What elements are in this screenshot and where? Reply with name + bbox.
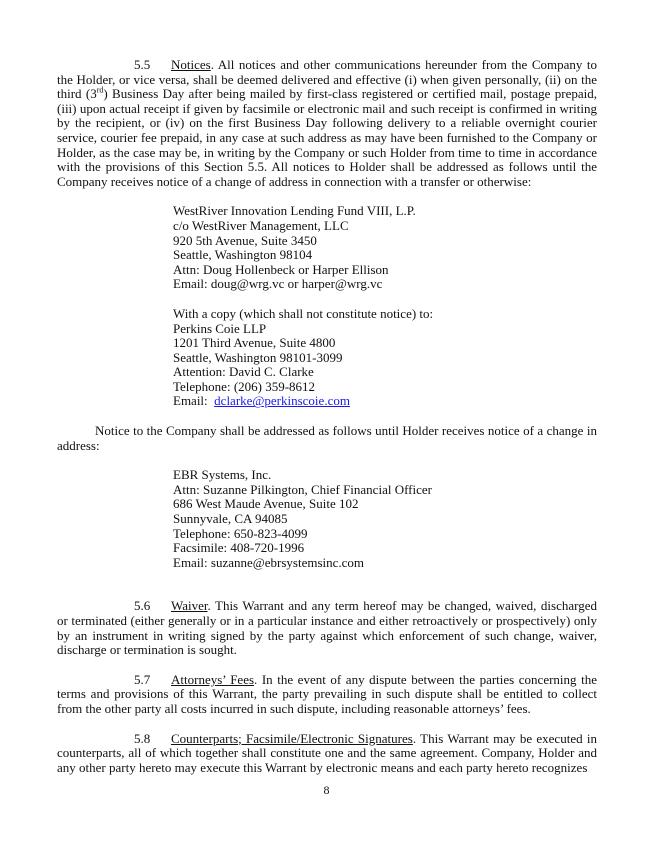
address-line: EBR Systems, Inc. (173, 467, 272, 483)
section-number: 5.6 (134, 598, 151, 614)
section-heading: Waiver (171, 598, 208, 614)
address-line: Attention: David C. Clarke (173, 364, 314, 380)
section-text: . All notices and other communications hereunder from the Company to the Holder, or vice versa, shall be deemed delivered and effective (i) when given personally, (ii) on the third (3 (57, 57, 597, 102)
section-5-5 (57, 58, 597, 189)
section-5-7 (57, 673, 597, 717)
address-line: Attn: Suzanne Pilkington, Chief Financial Officer (173, 481, 432, 497)
address-line: Facsimile: 408-720-1996 (173, 540, 305, 556)
address-line (173, 394, 597, 409)
address-line: With a copy (which shall not constitute notice) to: (173, 305, 434, 321)
copy-address-block (173, 307, 597, 409)
address-line: 686 West Maude Avenue, Suite 102 (173, 496, 359, 512)
address-line: Telephone: (206) 359-8612 (173, 378, 316, 394)
address-line: Email: suzanne@ebrsystemsinc.com (173, 554, 365, 570)
address-line: Sunnyvale, CA 94085 (173, 511, 288, 527)
address-line: Seattle, Washington 98101-3099 (173, 349, 343, 365)
section-text: . This Warrant may be executed in counterparts, all of which together shall constitute one and the same agreement. Company, Holder and any other party hereto may execute this Warrant by electronic means and each party hereto recognizes (57, 730, 597, 775)
section-5-8 (57, 732, 597, 776)
company-address-block (173, 468, 597, 570)
section-text: . This Warrant and any term hereof may be changed, waived, discharged or terminated (either generally or in a particular instance and either retroactively or prospectively) only by an instrument in writing signed by the party against which enforcement of such change, waiver, discharge or termination is sought. (57, 598, 597, 658)
address-line: 920 5th Avenue, Suite 3450 (173, 232, 317, 248)
address-line: Attn: Doug Hollenbeck or Harper Ellison (173, 261, 389, 277)
email-label: Email: (173, 393, 208, 409)
address-line: Perkins Coie LLP (173, 320, 267, 336)
section-heading: Attorneys’ Fees (171, 671, 255, 687)
section-5-6 (57, 599, 597, 657)
section-number: 5.7 (134, 671, 151, 687)
section-heading: Counterparts; Facsimile/Electronic Signatures (171, 730, 413, 746)
company-notice-paragraph: Notice to the Company shall be addressed as follows until Holder receives notice of a change in address: (57, 423, 597, 453)
address-line: WestRiver Innovation Lending Fund VIII, L.P. (173, 203, 416, 219)
email-link[interactable]: dclarke@perkinscoie.com (214, 393, 350, 409)
address-line: Seattle, Washington 98104 (173, 247, 313, 263)
holder-address-block (173, 204, 597, 292)
address-line: Email: doug@wrg.vc or harper@wrg.vc (173, 276, 383, 292)
section-text: . In the event of any dispute between the parties concerning the terms and provisions of this Warrant, the party prevailing in such dispute shall be entitled to collect from the other party all costs incurred in such dispute, including reasonable attorneys’ fees. (57, 671, 597, 716)
section-number: 5.5 (134, 57, 151, 72)
section-text: ) Business Day after being mailed by first-class registered or certified mail, postage prepaid, (iii) upon actual receipt if given by facsimile or electronic mail and such receipt is confirmed in writing by the recipient, or (iv) on the first Business Day following delivery to a reliable overnight courier service, courier fee prepaid, in any case at such address as may have been furnished to the Company or Holder, as the case may be, in writing by the Company or such Holder from time to time in accordance with the provisions of this Section 5.5. All notices to Holder shall be addressed as follows until the Company receives notice of a change of address in connection with a transfer or otherwise: (57, 86, 597, 189)
page-number: 8 (323, 783, 330, 797)
address-line: 1201 Third Avenue, Suite 4800 (173, 335, 336, 351)
section-heading: Notices (171, 57, 211, 72)
address-line: c/o WestRiver Management, LLC (173, 217, 349, 233)
address-line: Telephone: 650-823-4099 (173, 525, 308, 541)
ordinal-suffix: rd (96, 85, 104, 95)
section-number: 5.8 (134, 730, 151, 746)
document-page (57, 58, 597, 775)
